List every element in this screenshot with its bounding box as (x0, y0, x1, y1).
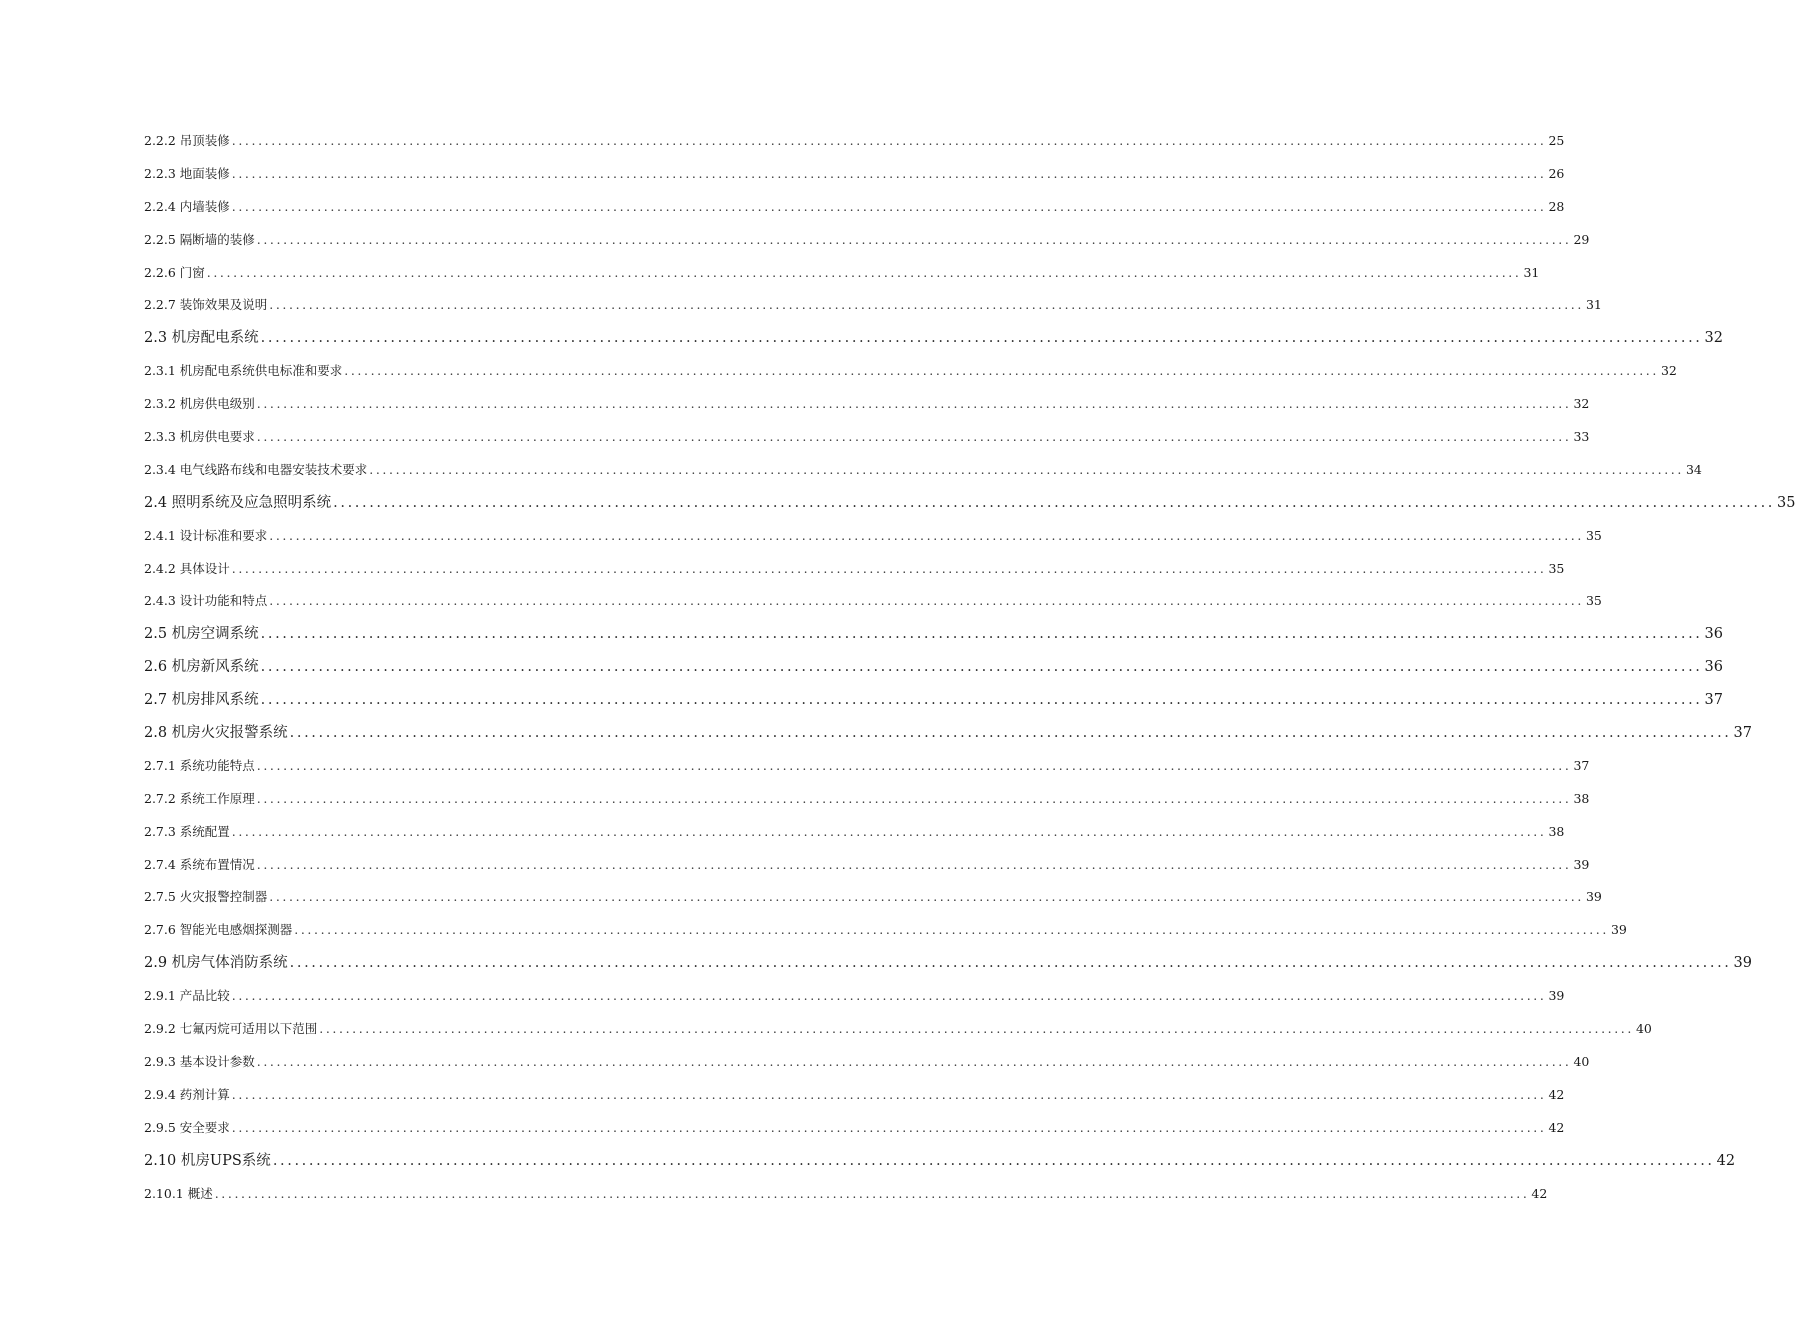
toc-leader-dots: ........................................................................................................................................................................................................ (289, 725, 1732, 742)
toc-entry[interactable] (144, 257, 1540, 290)
toc-entry[interactable] (144, 224, 1590, 257)
toc-entry-title: 2.2.3 地面装修 (144, 165, 230, 181)
toc-entry-title: 2.4.2 具体设计 (144, 560, 230, 576)
toc-entry-title: 2.7.6 智能光电感烟探测器 (144, 922, 293, 938)
toc-entry-page-number: 35 (1585, 593, 1602, 609)
toc-entry-title: 2.9 机房气体消防系统 (144, 955, 288, 972)
toc-entry-page-number: 42 (1716, 1152, 1736, 1169)
toc-entry-title: 2.7 机房排风系统 (144, 692, 259, 709)
toc-entry-page-number: 39 (1573, 856, 1590, 872)
toc-entry-page-number: 31 (1585, 297, 1602, 313)
toc-entry-page-number: 26 (1548, 165, 1565, 181)
toc-entry[interactable] (144, 1079, 1565, 1112)
toc-entry-page-number: 32 (1573, 396, 1590, 412)
toc-leader-dots: ........................................................................................................................................................................................................ (269, 297, 1584, 313)
toc-entry-title: 2.9.5 安全要求 (144, 1119, 230, 1135)
toc-entry-page-number: 37 (1733, 725, 1752, 742)
toc-entry-title: 2.9.2 七氟丙烷可适用以下范围 (144, 1021, 318, 1037)
toc-entry[interactable] (144, 421, 1590, 454)
toc-leader-dots: ........................................................................................................................................................................................................ (256, 396, 1572, 412)
toc-leader-dots: ........................................................................................................................................................................................................ (289, 955, 1732, 972)
toc-entry-title: 2.2.2 吊顶装修 (144, 133, 230, 148)
toc-entry-page-number: 39 (1733, 955, 1752, 972)
toc-entry[interactable] (144, 947, 1752, 980)
toc-entry-page-number: 39 (1585, 889, 1602, 905)
toc-leader-dots: ........................................................................................................................................................................................................ (256, 429, 1572, 445)
toc-entry[interactable] (144, 1013, 1652, 1046)
toc-entry[interactable] (144, 816, 1565, 849)
toc-leader-dots: ........................................................................................................................................................................................................ (256, 231, 1572, 247)
toc-entry-title: 2.4 照明系统及应急照明系统 (144, 494, 332, 511)
toc-leader-dots: ........................................................................................................................................................................................................ (294, 922, 1609, 938)
toc-entry-page-number: 36 (1704, 659, 1723, 676)
toc-entry-page-number: 40 (1635, 1021, 1652, 1037)
toc-entry-page-number: 42 (1548, 1119, 1565, 1135)
toc-entry[interactable] (144, 1046, 1590, 1079)
toc-leader-dots: ........................................................................................................................................................................................................ (231, 165, 1547, 181)
toc-leader-dots: ........................................................................................................................................................................................................ (260, 692, 1703, 709)
toc-entry-title: 2.2.5 隔断墙的装修 (144, 231, 255, 247)
toc-entry-page-number: 38 (1548, 823, 1565, 839)
toc-entry-page-number: 31 (1523, 264, 1540, 280)
toc-entry-title: 2.7.2 系统工作原理 (144, 790, 255, 806)
toc-leader-dots: ........................................................................................................................................................................................................ (319, 1021, 1634, 1037)
toc-entry[interactable] (144, 914, 1627, 947)
toc-entry[interactable] (144, 191, 1565, 224)
toc-leader-dots: ........................................................................................................................................................................................................ (231, 198, 1547, 214)
toc-entry[interactable] (144, 388, 1590, 421)
toc-leader-dots: ........................................................................................................................................................................................................ (231, 1086, 1547, 1102)
toc-entry-title: 2.9.4 药剂计算 (144, 1086, 230, 1102)
toc-entry[interactable] (144, 289, 1602, 322)
toc-leader-dots: ........................................................................................................................................................................................................ (231, 988, 1547, 1004)
toc-entry-title: 2.5 机房空调系统 (144, 626, 259, 643)
toc-leader-dots: ........................................................................................................................................................................................................ (272, 1152, 1715, 1169)
toc-entry-page-number: 29 (1573, 231, 1590, 247)
toc-entry[interactable] (144, 487, 1795, 520)
toc-entry-page-number: 37 (1573, 757, 1590, 773)
toc-entry-title: 2.2.4 内墙装修 (144, 198, 230, 214)
toc-entry-page-number: 25 (1548, 133, 1565, 148)
toc-entry[interactable] (144, 849, 1590, 882)
toc-leader-dots: ........................................................................................................................................................................................................ (231, 133, 1547, 148)
toc-entry[interactable] (144, 125, 1565, 158)
toc-entry[interactable] (144, 717, 1752, 750)
toc-leader-dots: ........................................................................................................................................................................................................ (260, 626, 1703, 643)
toc-leader-dots: ........................................................................................................................................................................................................ (214, 1185, 1530, 1201)
toc-entry-page-number: 32 (1660, 363, 1677, 379)
toc-leader-dots: ........................................................................................................................................................................................................ (269, 889, 1584, 905)
toc-entry[interactable] (144, 158, 1565, 191)
toc-entry-title: 2.9.3 基本设计参数 (144, 1053, 255, 1069)
toc-leader-dots: ........................................................................................................................................................................................................ (269, 593, 1584, 609)
toc-entry-title: 2.10 机房UPS系统 (144, 1152, 271, 1169)
table-of-contents (144, 125, 1795, 1210)
toc-entry-title: 2.10.1 概述 (144, 1185, 213, 1201)
toc-leader-dots: ........................................................................................................................................................................................................ (344, 363, 1659, 379)
toc-entry-page-number: 39 (1548, 988, 1565, 1004)
toc-entry-title: 2.2.7 装饰效果及说明 (144, 297, 268, 313)
toc-entry[interactable] (144, 1145, 1736, 1178)
toc-entry-title: 2.3.2 机房供电级别 (144, 396, 255, 412)
toc-entry-page-number: 40 (1573, 1053, 1590, 1069)
toc-entry[interactable] (144, 684, 1723, 717)
toc-entry[interactable] (144, 553, 1565, 586)
toc-entry-page-number: 33 (1573, 429, 1590, 445)
toc-leader-dots: ........................................................................................................................................................................................................ (231, 1119, 1547, 1135)
toc-leader-dots: ........................................................................................................................................................................................................ (369, 461, 1684, 477)
toc-entry[interactable] (144, 520, 1602, 553)
toc-entry-title: 2.7.4 系统布置情况 (144, 856, 255, 872)
toc-entry-title: 2.8 机房火灾报警系统 (144, 725, 288, 742)
toc-entry[interactable] (144, 585, 1602, 618)
toc-entry[interactable] (144, 454, 1702, 487)
toc-entry[interactable] (144, 980, 1565, 1013)
toc-entry-title: 2.4.1 设计标准和要求 (144, 527, 268, 543)
toc-entry-title: 2.9.1 产品比较 (144, 988, 230, 1004)
toc-entry[interactable] (144, 881, 1602, 914)
toc-entry-title: 2.7.1 系统功能特点 (144, 757, 255, 773)
toc-entry-page-number: 42 (1531, 1185, 1548, 1201)
toc-entry-page-number: 38 (1573, 790, 1590, 806)
toc-leader-dots: ........................................................................................................................................................................................................ (256, 757, 1572, 773)
toc-entry-page-number: 39 (1610, 922, 1627, 938)
toc-entry-title: 2.3.4 电气线路布线和电器安装技术要求 (144, 461, 368, 477)
toc-entry-title: 2.3.3 机房供电要求 (144, 429, 255, 445)
toc-leader-dots: ........................................................................................................................................................................................................ (260, 659, 1703, 676)
toc-entry-page-number: 37 (1704, 692, 1723, 709)
toc-entry[interactable] (144, 355, 1677, 388)
toc-entry-page-number: 36 (1704, 626, 1723, 643)
toc-entry[interactable] (144, 322, 1723, 355)
toc-leader-dots: ........................................................................................................................................................................................................ (231, 560, 1547, 576)
toc-entry[interactable] (144, 1178, 1548, 1211)
toc-entry-page-number: 28 (1548, 198, 1565, 214)
toc-entry-title: 2.6 机房新风系统 (144, 659, 259, 676)
toc-entry-page-number: 32 (1704, 330, 1723, 347)
toc-entry[interactable] (144, 1112, 1565, 1145)
toc-entry-title: 2.3 机房配电系统 (144, 330, 259, 347)
toc-entry[interactable] (144, 651, 1723, 684)
toc-leader-dots: ........................................................................................................................................................................................................ (256, 790, 1572, 806)
toc-entry-title: 2.4.3 设计功能和特点 (144, 593, 268, 609)
toc-leader-dots: ........................................................................................................................................................................................................ (256, 856, 1572, 872)
toc-entry-title: 2.3.1 机房配电系统供电标准和要求 (144, 363, 343, 379)
toc-entry-page-number: 34 (1685, 461, 1702, 477)
toc-entry[interactable] (144, 618, 1723, 651)
toc-entry[interactable] (144, 750, 1590, 783)
toc-leader-dots: ........................................................................................................................................................................................................ (260, 330, 1703, 347)
toc-leader-dots: ........................................................................................................................................................................................................ (231, 823, 1547, 839)
toc-leader-dots: ........................................................................................................................................................................................................ (206, 264, 1522, 280)
toc-leader-dots: ........................................................................................................................................................................................................ (333, 494, 1775, 511)
toc-entry-page-number: 35 (1548, 560, 1565, 576)
toc-entry-title: 2.7.3 系统配置 (144, 823, 230, 839)
toc-leader-dots: ........................................................................................................................................................................................................ (256, 1053, 1572, 1069)
toc-entry-page-number: 42 (1548, 1086, 1565, 1102)
toc-leader-dots: ........................................................................................................................................................................................................ (269, 527, 1584, 543)
toc-entry[interactable] (144, 783, 1590, 816)
toc-entry-page-number: 35 (1585, 527, 1602, 543)
toc-entry-title: 2.2.6 门窗 (144, 264, 205, 280)
toc-entry-title: 2.7.5 火灾报警控制器 (144, 889, 268, 905)
toc-entry-page-number: 35 (1777, 494, 1795, 511)
